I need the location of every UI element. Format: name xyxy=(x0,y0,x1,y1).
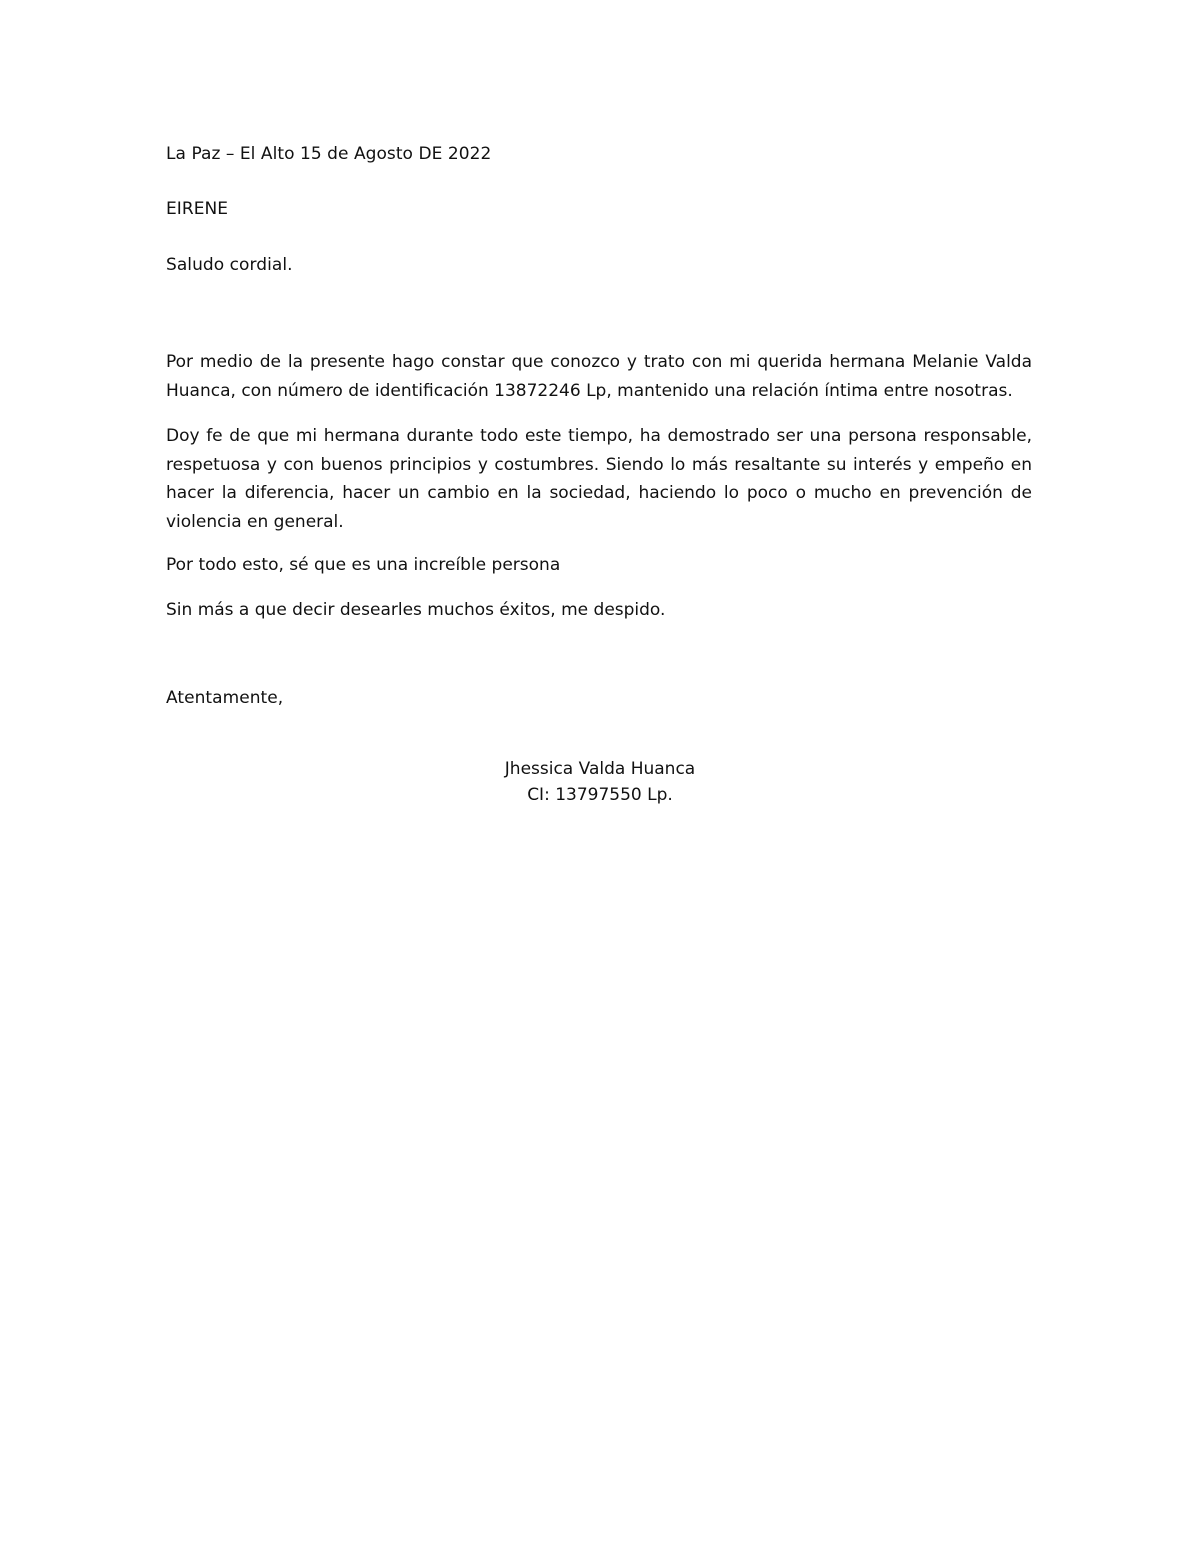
signature-id: CI: 13797550 Lp. xyxy=(527,785,673,805)
recipient: EIRENE xyxy=(166,199,229,219)
body-paragraph-3: Por todo esto, sé que es una increíble persona xyxy=(166,555,561,575)
body-paragraph-1: Por medio de la presente hago constar que conozco y trato con mi querida hermana Melanie Valda Huanca, con número de identificación 13872246 Lp, mantenido una relación íntima entre nosotras. xyxy=(166,352,1032,401)
place-date: La Paz – El Alto 15 de Agosto DE 2022 xyxy=(166,144,492,164)
closing: Atentamente, xyxy=(166,688,284,708)
body-paragraph-2: Doy fe de que mi hermana durante todo este tiempo, ha demostrado ser una persona responsable, respetuosa y con buenos principios y costumbres. Siendo lo más resaltante su interés y empeño en hacer la diferencia, hacer un cambio en la sociedad, haciendo lo poco o mucho en prevención de violencia en general. xyxy=(166,426,1032,532)
body-paragraph-4: Sin más a que decir desearles muchos éxitos, me despido. xyxy=(166,600,666,620)
signature-name: Jhessica Valda Huanca xyxy=(504,759,696,779)
greeting: Saludo cordial. xyxy=(166,255,293,275)
